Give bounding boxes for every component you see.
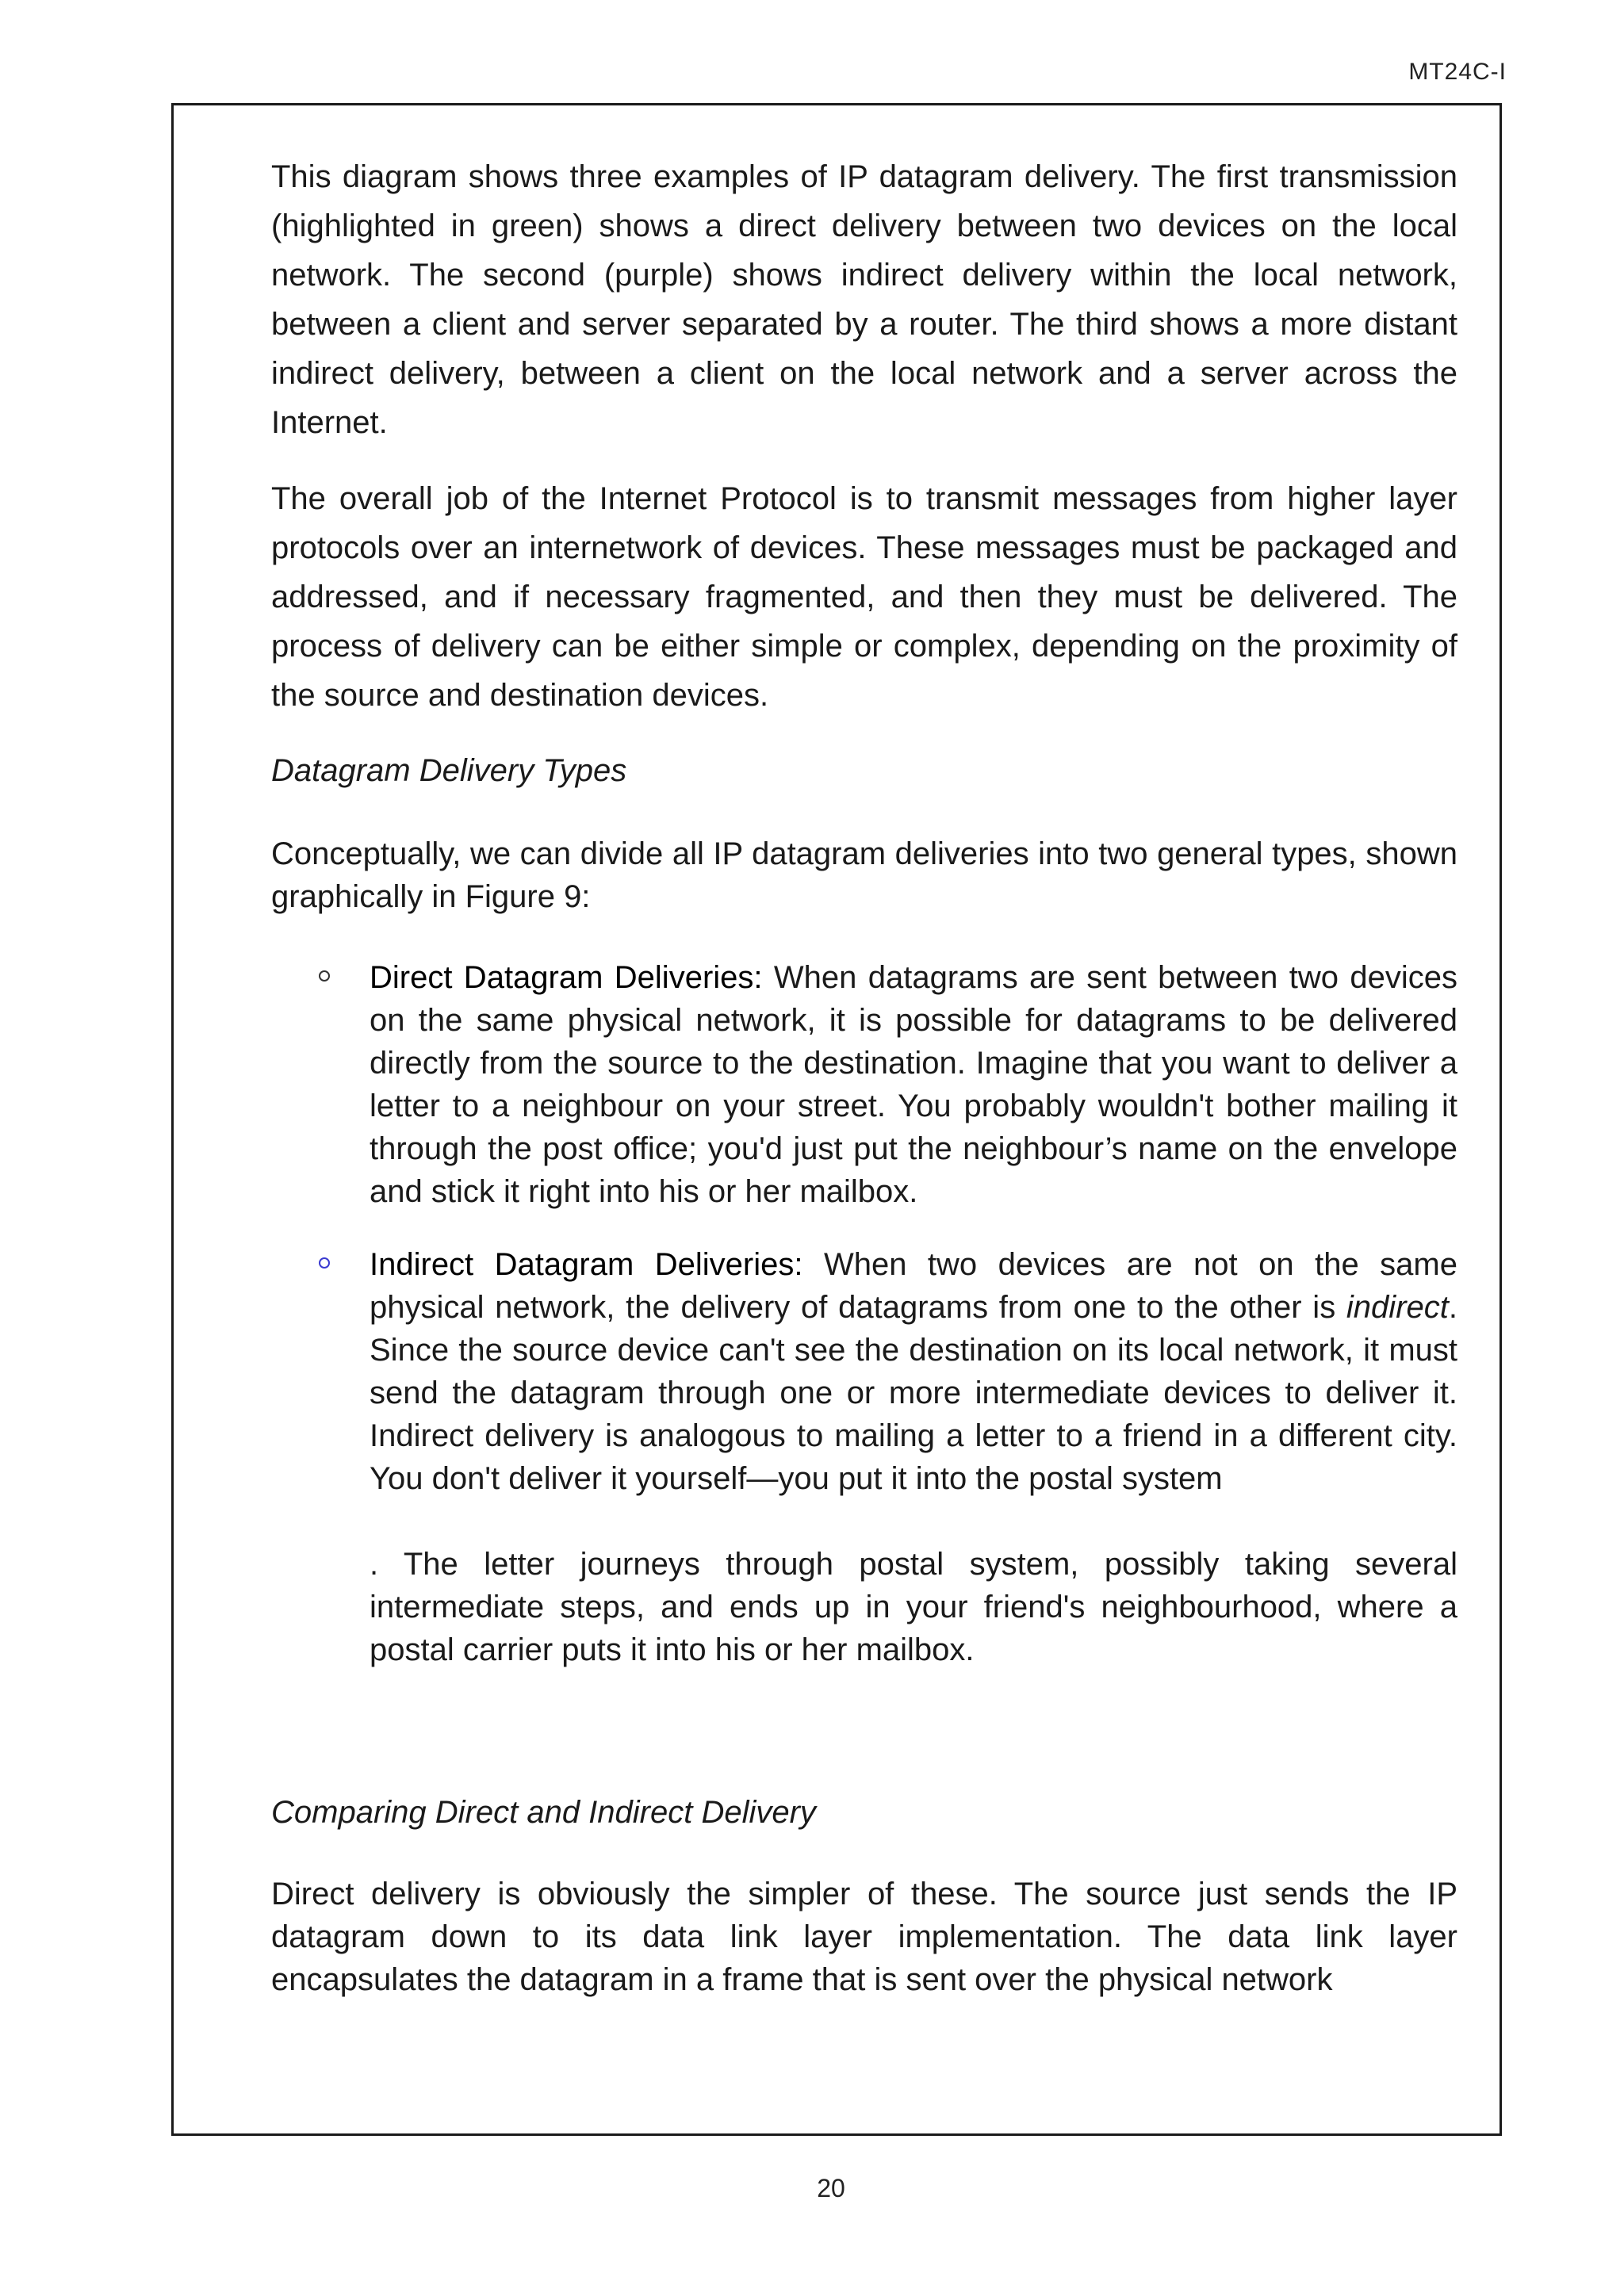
- section-heading-delivery-types: Datagram Delivery Types: [271, 753, 627, 788]
- bullet-text: When datagrams are sent between two devices on the same physical network, it is possible for datagrams to be delivered directly from the source to the destination. Imagine that you want to deliver a letter to a neighbour on your street. You probably wouldn't bother mailing it through the post office; you'd just put the neighbour’s name on the envelope and stick it right into his or her mailbox.: [370, 960, 1457, 1209]
- emphasis-text: indirect: [1346, 1290, 1449, 1325]
- page-number: 20: [817, 2174, 845, 2202]
- list-item-direct-delivery: [271, 956, 1457, 1213]
- bullet-term: Direct Datagram Deliveries:: [370, 960, 763, 995]
- delivery-types-list: [271, 956, 1457, 1671]
- paragraph-diagram-description: This diagram shows three examples of IP datagram delivery. The first transmission (highlighted in green) shows a direct delivery between two devices on the local network. The second (purple) shows indirect delivery within the local network, between a client and server separated by a router. The third shows a more distant indirect delivery, between a client on the local network and a server across the Internet.: [271, 159, 1457, 440]
- paragraph-direct-delivery: Direct delivery is obviously the simpler of these. The source just sends the IP datagram down to its data link layer implementation. The data link layer encapsulates the datagram in a frame that is sent over the physical network: [271, 1877, 1457, 1997]
- circle-bullet-icon: [319, 970, 330, 982]
- bullet-continuation: . The letter journeys through postal system, possibly taking several intermediate steps, and ends up in your friend's neighbourhood, where a postal carrier puts it into his or her mailbox.: [370, 1547, 1457, 1667]
- list-item-indirect-delivery: [271, 1243, 1457, 1671]
- bullet-text: When two devices are not on the same physical network, the delivery of datagrams from one to the other is: [370, 1247, 1457, 1325]
- page-content: [271, 152, 1457, 2001]
- bullet-term: Indirect Datagram Deliveries:: [370, 1247, 803, 1282]
- paragraph-ip-overview: The overall job of the Internet Protocol is to transmit messages from higher layer protocols over an internetwork of devices. These messages must be packaged and addressed, and if necessary fragmented, and then they must be delivered. The process of delivery can be either simple or complex, depending on the proximity of the source and destination devices.: [271, 481, 1457, 713]
- paragraph-delivery-types-intro: Conceptually, we can divide all IP datagram deliveries into two general types, shown graphically in Figure 9:: [271, 836, 1457, 914]
- circle-bullet-icon: [319, 1257, 330, 1269]
- section-heading-comparing: Comparing Direct and Indirect Delivery: [271, 1795, 816, 1830]
- document-code: MT24C-I: [1408, 59, 1507, 85]
- bullet-text: . Since the source device can't see the destination on its local network, it must send the datagram through one or more intermediate devices to deliver it. Indirect delivery is analogous to mailing a letter to a friend in a different city. You don't deliver it yourself—you put it into the postal system: [370, 1290, 1457, 1496]
